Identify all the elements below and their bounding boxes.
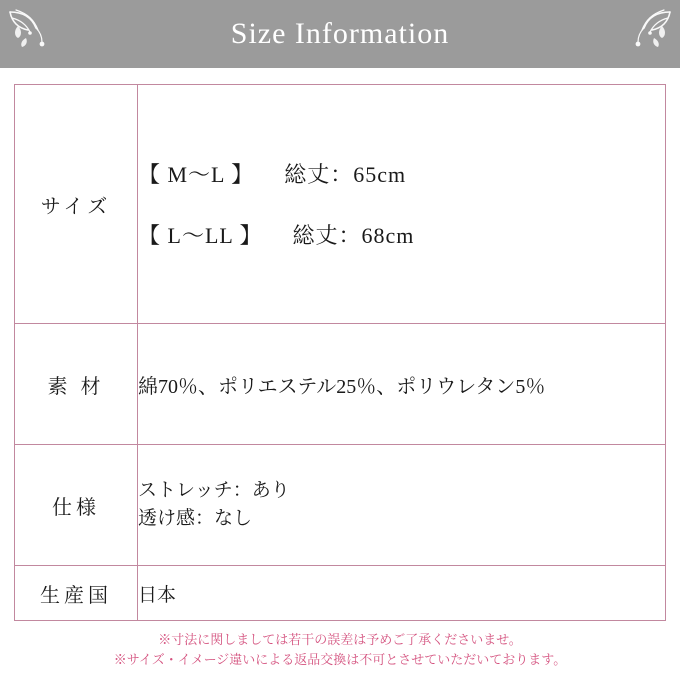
disclaimer-notes (0, 630, 680, 670)
row-label-spec: 仕様 (15, 445, 138, 566)
floral-ornament-icon (6, 6, 66, 52)
floral-ornament-icon (614, 6, 674, 52)
row-value-size (138, 85, 666, 324)
size-table-wrapper (14, 84, 666, 621)
spec-sheerness: 透け感：なし (138, 508, 253, 529)
row-label-country: 生産国 (15, 566, 138, 621)
row-value-material (138, 324, 666, 445)
note-measurement-tolerance: ※寸法に関しましては若干の誤差は予めご了承くださいませ。 (158, 631, 522, 647)
note-return-policy: ※サイズ・イメージ違いによる返品交換は不可とさせていただいております。 (113, 651, 567, 667)
row-label-size: サイズ (15, 85, 138, 324)
country-of-origin: 日本 (138, 584, 177, 606)
row-value-country (138, 566, 666, 621)
size-measure-ml: 総丈：65cm (284, 162, 407, 187)
size-range-lll: 【 L〜LL 】 (138, 223, 263, 248)
row-label-material: 素 材 (15, 324, 138, 445)
table-row (15, 324, 666, 445)
material-composition: 綿70％、ポリエステル25％、ポリウレタン5％ (138, 375, 546, 398)
table-row (15, 566, 666, 621)
size-table (14, 84, 666, 621)
size-range-ml: 【 M〜L 】 (138, 162, 255, 187)
size-line-ml (138, 158, 665, 189)
header-banner (0, 0, 680, 68)
page-title: Size Information (230, 17, 450, 50)
row-value-spec (138, 445, 666, 566)
table-row (15, 85, 666, 324)
table-row (15, 445, 666, 566)
size-line-lll (138, 219, 665, 250)
size-measure-lll: 総丈：68cm (292, 223, 415, 248)
spec-stretch: ストレッチ：あり (138, 480, 290, 502)
